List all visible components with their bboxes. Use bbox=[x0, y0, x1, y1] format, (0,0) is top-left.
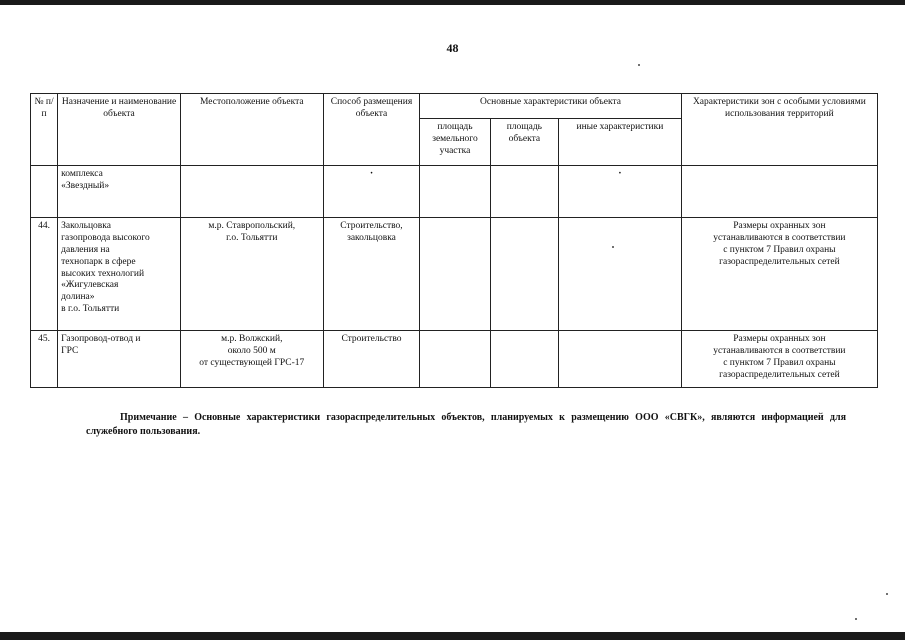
text-line: «Жигулевская bbox=[61, 280, 119, 291]
cell-num: 44. bbox=[31, 218, 58, 331]
header-other-characteristics: иные характеристики bbox=[559, 119, 682, 166]
cell-object-area bbox=[490, 166, 558, 218]
text-line: Строительство, bbox=[340, 221, 403, 231]
cell-method bbox=[323, 218, 420, 331]
text-line: от существующей ГРС-17 bbox=[199, 357, 305, 368]
cell-location bbox=[180, 218, 323, 331]
scan-speck: · bbox=[369, 168, 374, 179]
cell-purpose bbox=[58, 331, 181, 388]
header-land-area: площадь земельного участка bbox=[420, 119, 490, 166]
header-zones: Характеристики зон с особыми условиями использования территорий bbox=[681, 94, 877, 166]
cell-num bbox=[31, 166, 58, 218]
footnote-text: Примечание – Основные характеристики газораспределительных объектов, планируемых к размещению ООО «СВГК», являются информацией для служебного пользования. bbox=[86, 412, 846, 437]
header-method: Способ размещения объекта bbox=[323, 94, 420, 166]
text-line: «Звездный» bbox=[61, 180, 110, 191]
header-main-characteristics: Основные характеристики объекта bbox=[420, 94, 682, 119]
cell-method bbox=[323, 331, 420, 388]
cell-method bbox=[323, 166, 420, 218]
cell-land-area bbox=[420, 218, 490, 331]
cell-object-area bbox=[490, 331, 558, 388]
text-line: газопровода высокого bbox=[61, 232, 150, 243]
text-line: газораспределительных сетей bbox=[719, 256, 840, 267]
text-line: давления на bbox=[61, 244, 110, 255]
text-line: комплекса bbox=[61, 169, 103, 179]
cell-zones bbox=[681, 218, 877, 331]
text-line: с пунктом 7 Правил охраны bbox=[723, 244, 836, 255]
page-number: 48 bbox=[446, 41, 459, 55]
text-line: Размеры охранных зон bbox=[733, 221, 826, 231]
cell-land-area bbox=[420, 331, 490, 388]
cell-zones bbox=[681, 331, 877, 388]
table-row bbox=[31, 218, 878, 331]
cell-other bbox=[559, 166, 682, 218]
text-line: высоких технологий bbox=[61, 268, 145, 279]
cell-other bbox=[559, 331, 682, 388]
table-row bbox=[31, 331, 878, 388]
cell-location bbox=[180, 166, 323, 218]
text-line: Газопровод-отвод и bbox=[61, 334, 141, 344]
text-line: технопарк в сфере bbox=[61, 256, 136, 267]
cell-location bbox=[180, 331, 323, 388]
scan-speck bbox=[638, 64, 640, 66]
text-line: около 500 м bbox=[227, 345, 276, 356]
text-line: с пунктом 7 Правил охраны bbox=[723, 357, 836, 368]
cell-num: 45. bbox=[31, 331, 58, 388]
scan-bottom-edge bbox=[0, 632, 905, 640]
objects-table bbox=[30, 93, 878, 388]
scan-speck bbox=[855, 618, 857, 620]
cell-object-area bbox=[490, 218, 558, 331]
header-purpose: Назначение и наименование объекта bbox=[58, 94, 181, 166]
text-line: устанавливаются в соответствии bbox=[713, 345, 846, 356]
header-object-area: площадь объекта bbox=[490, 119, 558, 166]
text-line: Строительство bbox=[341, 334, 402, 344]
text-line: в г.о. Тольятти bbox=[61, 304, 120, 315]
header-row-1 bbox=[31, 94, 878, 119]
header-location: Местоположение объекта bbox=[180, 94, 323, 166]
cell-other bbox=[559, 218, 682, 331]
cell-zones bbox=[681, 166, 877, 218]
scan-top-edge bbox=[0, 0, 905, 5]
scan-speck bbox=[612, 246, 614, 248]
text-line: м.р. Волжский, bbox=[221, 334, 283, 344]
cell-land-area bbox=[420, 166, 490, 218]
text-line: м.р. Ставропольский, bbox=[208, 221, 296, 231]
cell-purpose bbox=[58, 166, 181, 218]
text-line: устанавливаются в соответствии bbox=[713, 232, 846, 243]
text-line: г.о. Тольятти bbox=[226, 232, 278, 243]
text-line: Размеры охранных зон bbox=[733, 334, 826, 344]
table-row bbox=[31, 166, 878, 218]
text-line: закольцовка bbox=[347, 232, 396, 243]
text-line: газораспределительных сетей bbox=[719, 369, 840, 380]
text-line: долина» bbox=[61, 292, 95, 303]
scan-speck bbox=[886, 593, 888, 595]
footnote bbox=[86, 411, 846, 438]
cell-purpose bbox=[58, 218, 181, 331]
text-line: Закольцовка bbox=[61, 221, 111, 231]
header-num: № п/п bbox=[31, 94, 58, 166]
scan-speck: · bbox=[618, 168, 622, 179]
text-line: ГРС bbox=[61, 345, 79, 356]
